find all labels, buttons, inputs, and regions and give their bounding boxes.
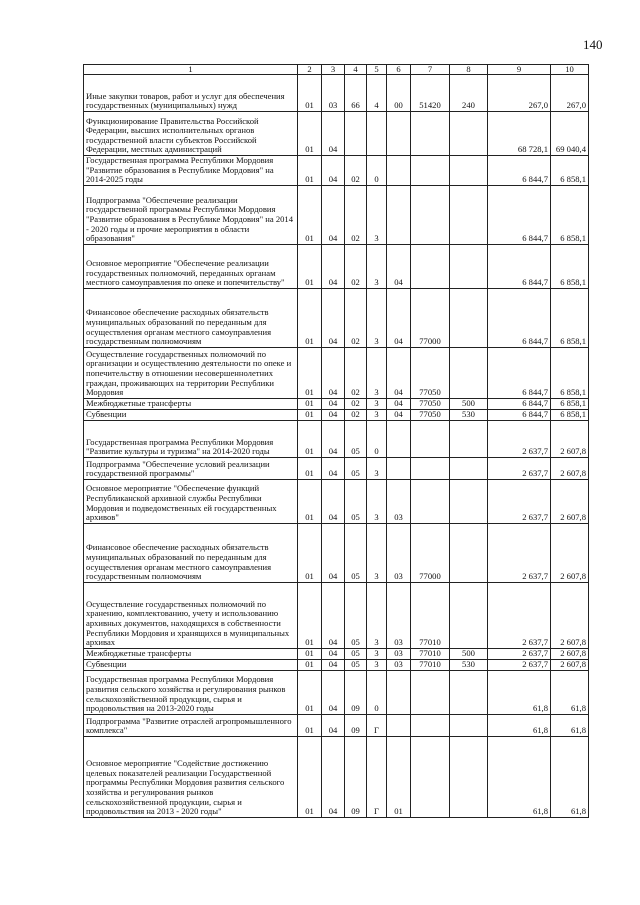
cell-col-5: 3 xyxy=(367,185,387,244)
cell-col-3: 04 xyxy=(322,648,345,659)
cell-col-7: 77050 xyxy=(411,398,450,409)
cell-col-3: 04 xyxy=(322,156,345,186)
table-row xyxy=(84,409,589,420)
cell-col-7 xyxy=(411,457,450,479)
cell-col-10: 69 040,4 xyxy=(551,112,589,156)
cell-col-4: 66 xyxy=(345,75,367,112)
cell-col-5: Г xyxy=(367,736,387,817)
cell-col-9: 2 637,7 xyxy=(488,582,551,648)
cell-col-4: 05 xyxy=(345,648,367,659)
cell-col-2: 01 xyxy=(298,670,322,714)
table-row xyxy=(84,523,589,582)
cell-col-7 xyxy=(411,244,450,288)
cell-col-10: 61,8 xyxy=(551,714,589,736)
cell-col-9: 267,0 xyxy=(488,75,551,112)
cell-col-4: 09 xyxy=(345,714,367,736)
row-name: Финансовое обеспечение расходных обязательств муниципальных образований по переданным для осуществления органам местного самоуправления государственным полномочиям xyxy=(84,288,298,347)
cell-col-7: 77010 xyxy=(411,582,450,648)
cell-col-2: 01 xyxy=(298,714,322,736)
cell-col-9: 6 844,7 xyxy=(488,398,551,409)
table-row xyxy=(84,714,589,736)
cell-col-6 xyxy=(387,185,411,244)
cell-col-6: 04 xyxy=(387,398,411,409)
cell-col-2: 01 xyxy=(298,185,322,244)
cell-col-5: 3 xyxy=(367,244,387,288)
table-row xyxy=(84,398,589,409)
cell-col-7 xyxy=(411,156,450,186)
cell-col-5: 3 xyxy=(367,479,387,523)
cell-col-5: 3 xyxy=(367,457,387,479)
cell-col-9: 2 637,7 xyxy=(488,659,551,670)
cell-col-2: 01 xyxy=(298,288,322,347)
cell-col-4: 05 xyxy=(345,659,367,670)
cell-col-9: 6 844,7 xyxy=(488,288,551,347)
row-name: Функционирование Правительства Российской Федерации, высших исполнительных органов государственной власти субъектов Российской Федерации, местных администраций xyxy=(84,112,298,156)
row-name: Осуществление государственных полномочий по организации и осуществлению деятельности по опеке и попечительству в отношении несовершеннолетних граждан, проживающих на территории Республики Мордовия xyxy=(84,347,298,398)
cell-col-9: 2 637,7 xyxy=(488,457,551,479)
cell-col-8: 530 xyxy=(450,659,488,670)
cell-col-3: 04 xyxy=(322,457,345,479)
cell-col-10: 2 607,8 xyxy=(551,457,589,479)
cell-col-6: 03 xyxy=(387,648,411,659)
table-row xyxy=(84,347,589,398)
cell-col-7 xyxy=(411,479,450,523)
cell-col-7: 77000 xyxy=(411,523,450,582)
row-name: Государственная программа Республики Мордовия "Развитие образования в Республике Мордовия" на 2014-2025 годы xyxy=(84,156,298,186)
cell-col-3: 04 xyxy=(322,670,345,714)
cell-col-7 xyxy=(411,670,450,714)
column-header-9: 9 xyxy=(488,65,551,75)
row-name: Субвенции xyxy=(84,409,298,420)
cell-col-10: 61,8 xyxy=(551,736,589,817)
cell-col-6: 04 xyxy=(387,288,411,347)
cell-col-8 xyxy=(450,347,488,398)
table-row xyxy=(84,659,589,670)
cell-col-7: 77050 xyxy=(411,347,450,398)
cell-col-9: 6 844,7 xyxy=(488,185,551,244)
header-row xyxy=(84,65,589,75)
cell-col-5: 0 xyxy=(367,420,387,457)
table-row xyxy=(84,670,589,714)
cell-col-4: 09 xyxy=(345,670,367,714)
cell-col-10: 2 607,8 xyxy=(551,523,589,582)
cell-col-2: 01 xyxy=(298,582,322,648)
cell-col-4: 02 xyxy=(345,244,367,288)
cell-col-10: 2 607,8 xyxy=(551,648,589,659)
cell-col-7 xyxy=(411,736,450,817)
cell-col-2: 01 xyxy=(298,112,322,156)
cell-col-6: 04 xyxy=(387,244,411,288)
cell-col-4: 02 xyxy=(345,185,367,244)
cell-col-10: 6 858,1 xyxy=(551,156,589,186)
cell-col-10: 6 858,1 xyxy=(551,288,589,347)
cell-col-9: 2 637,7 xyxy=(488,420,551,457)
cell-col-6: 04 xyxy=(387,409,411,420)
cell-col-9: 2 637,7 xyxy=(488,523,551,582)
table-body xyxy=(84,75,589,818)
cell-col-4: 02 xyxy=(345,398,367,409)
table-header xyxy=(84,65,589,75)
cell-col-8 xyxy=(450,420,488,457)
table-row xyxy=(84,244,589,288)
cell-col-3: 04 xyxy=(322,420,345,457)
cell-col-3: 04 xyxy=(322,112,345,156)
table-row xyxy=(84,288,589,347)
cell-col-4: 05 xyxy=(345,457,367,479)
cell-col-10: 6 858,1 xyxy=(551,347,589,398)
table-row xyxy=(84,112,589,156)
cell-col-5: 3 xyxy=(367,582,387,648)
cell-col-4: 05 xyxy=(345,479,367,523)
cell-col-3: 04 xyxy=(322,288,345,347)
column-header-5: 5 xyxy=(367,65,387,75)
table-row xyxy=(84,156,589,186)
cell-col-5 xyxy=(367,112,387,156)
cell-col-3: 04 xyxy=(322,736,345,817)
cell-col-6 xyxy=(387,670,411,714)
cell-col-9: 61,8 xyxy=(488,714,551,736)
cell-col-6 xyxy=(387,420,411,457)
cell-col-4: 02 xyxy=(345,347,367,398)
cell-col-5: 0 xyxy=(367,156,387,186)
cell-col-3: 04 xyxy=(322,398,345,409)
cell-col-4: 02 xyxy=(345,409,367,420)
cell-col-2: 01 xyxy=(298,523,322,582)
cell-col-5: 4 xyxy=(367,75,387,112)
row-name: Государственная программа Республики Мордовия развития сельского хозяйства и регулирования рынков сельскохозяйственной продукции, сырья и продовольствия на 2013-2020 годы xyxy=(84,670,298,714)
cell-col-8 xyxy=(450,714,488,736)
cell-col-3: 04 xyxy=(322,523,345,582)
cell-col-3: 04 xyxy=(322,479,345,523)
column-header-7: 7 xyxy=(411,65,450,75)
cell-col-2: 01 xyxy=(298,648,322,659)
cell-col-2: 01 xyxy=(298,398,322,409)
column-header-3: 3 xyxy=(322,65,345,75)
column-header-10: 10 xyxy=(551,65,589,75)
cell-col-5: 3 xyxy=(367,648,387,659)
cell-col-4: 05 xyxy=(345,420,367,457)
cell-col-9: 61,8 xyxy=(488,670,551,714)
cell-col-8 xyxy=(450,185,488,244)
row-name: Государственная программа Республики Мордовия "Развитие культуры и туризма" на 2014-2020 годы xyxy=(84,420,298,457)
cell-col-7 xyxy=(411,714,450,736)
row-name: Финансовое обеспечение расходных обязательств муниципальных образований по переданным для осуществления органам местного самоуправления государственным полномочиям xyxy=(84,523,298,582)
cell-col-4 xyxy=(345,112,367,156)
row-name: Подпрограмма "Обеспечение реализации государственной программы Республики Мордовия "Развитие образования в Республике Мордовия" на 2014 - 2020 годы и прочие мероприятия в области образования" xyxy=(84,185,298,244)
table-row xyxy=(84,648,589,659)
cell-col-2: 01 xyxy=(298,244,322,288)
cell-col-10: 6 858,1 xyxy=(551,244,589,288)
cell-col-9: 68 728,1 xyxy=(488,112,551,156)
cell-col-10: 267,0 xyxy=(551,75,589,112)
cell-col-2: 01 xyxy=(298,479,322,523)
cell-col-9: 6 844,7 xyxy=(488,156,551,186)
cell-col-3: 03 xyxy=(322,75,345,112)
cell-col-5: 3 xyxy=(367,288,387,347)
cell-col-8: 500 xyxy=(450,648,488,659)
table-row xyxy=(84,457,589,479)
cell-col-9: 6 844,7 xyxy=(488,347,551,398)
cell-col-3: 04 xyxy=(322,409,345,420)
cell-col-3: 04 xyxy=(322,714,345,736)
cell-col-10: 6 858,1 xyxy=(551,409,589,420)
cell-col-7: 77010 xyxy=(411,648,450,659)
cell-col-10: 2 607,8 xyxy=(551,420,589,457)
cell-col-8 xyxy=(450,156,488,186)
column-header-4: 4 xyxy=(345,65,367,75)
row-name: Иные закупки товаров, работ и услуг для обеспечения государственных (муниципальных) нужд xyxy=(84,75,298,112)
cell-col-2: 01 xyxy=(298,457,322,479)
cell-col-2: 01 xyxy=(298,75,322,112)
cell-col-6: 01 xyxy=(387,736,411,817)
cell-col-7 xyxy=(411,420,450,457)
row-name: Осуществление государственных полномочий по хранению, комплектованию, учету и использованию архивных документов, находящихся в собственности Республики Мордовия и хранящихся в муниципальных архивах xyxy=(84,582,298,648)
cell-col-2: 01 xyxy=(298,409,322,420)
cell-col-5: 3 xyxy=(367,409,387,420)
cell-col-4: 05 xyxy=(345,582,367,648)
cell-col-9: 2 637,7 xyxy=(488,479,551,523)
cell-col-5: 0 xyxy=(367,670,387,714)
cell-col-6 xyxy=(387,457,411,479)
page-number: 140 xyxy=(583,37,603,52)
cell-col-5: 3 xyxy=(367,659,387,670)
cell-col-10: 2 607,8 xyxy=(551,582,589,648)
cell-col-8 xyxy=(450,457,488,479)
row-name: Субвенции xyxy=(84,659,298,670)
table-row xyxy=(84,736,589,817)
cell-col-9: 6 844,7 xyxy=(488,409,551,420)
cell-col-8: 500 xyxy=(450,398,488,409)
cell-col-10: 2 607,8 xyxy=(551,659,589,670)
cell-col-8: 530 xyxy=(450,409,488,420)
cell-col-5: 3 xyxy=(367,347,387,398)
cell-col-2: 01 xyxy=(298,420,322,457)
cell-col-6: 03 xyxy=(387,479,411,523)
cell-col-8 xyxy=(450,112,488,156)
cell-col-6 xyxy=(387,714,411,736)
cell-col-8 xyxy=(450,479,488,523)
cell-col-8 xyxy=(450,736,488,817)
cell-col-9: 61,8 xyxy=(488,736,551,817)
cell-col-3: 04 xyxy=(322,347,345,398)
cell-col-10: 2 607,8 xyxy=(551,479,589,523)
row-name: Основное мероприятие "Содействие достижению целевых показателей реализации Государственной программы Республики Мордовия развития сельского хозяйства и регулирования рынков сельскохозяйственной продукции, сырья и продовольствия на 2013 - 2020 годы" xyxy=(84,736,298,817)
row-name: Межбюджетные трансферты xyxy=(84,398,298,409)
cell-col-6 xyxy=(387,156,411,186)
cell-col-4: 09 xyxy=(345,736,367,817)
row-name: Межбюджетные трансферты xyxy=(84,648,298,659)
cell-col-6 xyxy=(387,112,411,156)
cell-col-10: 6 858,1 xyxy=(551,185,589,244)
column-header-1: 1 xyxy=(84,65,298,75)
cell-col-5: 3 xyxy=(367,398,387,409)
cell-col-7 xyxy=(411,185,450,244)
cell-col-7: 77000 xyxy=(411,288,450,347)
cell-col-5: 3 xyxy=(367,523,387,582)
table-row xyxy=(84,185,589,244)
cell-col-7 xyxy=(411,112,450,156)
cell-col-9: 2 637,7 xyxy=(488,648,551,659)
row-name: Подпрограмма "Обеспечение условий реализации государственной программы" xyxy=(84,457,298,479)
table-row xyxy=(84,582,589,648)
row-name: Подпрограмма "Развитие отраслей агропромышленного комплекса" xyxy=(84,714,298,736)
table-row xyxy=(84,75,589,112)
column-header-8: 8 xyxy=(450,65,488,75)
cell-col-4: 02 xyxy=(345,288,367,347)
column-header-6: 6 xyxy=(387,65,411,75)
table-row xyxy=(84,420,589,457)
cell-col-2: 01 xyxy=(298,156,322,186)
cell-col-7: 51420 xyxy=(411,75,450,112)
cell-col-9: 6 844,7 xyxy=(488,244,551,288)
budget-table xyxy=(83,64,589,818)
cell-col-6: 03 xyxy=(387,523,411,582)
cell-col-8 xyxy=(450,582,488,648)
cell-col-7: 77050 xyxy=(411,409,450,420)
cell-col-10: 6 858,1 xyxy=(551,398,589,409)
cell-col-8 xyxy=(450,670,488,714)
column-header-2: 2 xyxy=(298,65,322,75)
cell-col-3: 04 xyxy=(322,582,345,648)
cell-col-6: 04 xyxy=(387,347,411,398)
cell-col-3: 04 xyxy=(322,185,345,244)
cell-col-4: 05 xyxy=(345,523,367,582)
cell-col-4: 02 xyxy=(345,156,367,186)
cell-col-2: 01 xyxy=(298,736,322,817)
cell-col-10: 61,8 xyxy=(551,670,589,714)
cell-col-3: 04 xyxy=(322,244,345,288)
cell-col-8 xyxy=(450,523,488,582)
cell-col-8: 240 xyxy=(450,75,488,112)
cell-col-7: 77010 xyxy=(411,659,450,670)
table-row xyxy=(84,479,589,523)
cell-col-2: 01 xyxy=(298,347,322,398)
cell-col-3: 04 xyxy=(322,659,345,670)
cell-col-5: Г xyxy=(367,714,387,736)
cell-col-6: 00 xyxy=(387,75,411,112)
cell-col-8 xyxy=(450,288,488,347)
row-name: Основное мероприятие "Обеспечение реализации государственных полномочий, переданных органам местного самоуправления по опеке и попечительству" xyxy=(84,244,298,288)
row-name: Основное мероприятие "Обеспечение функций Республиканской архивной службы Республики Мордовия и подведомственных ей государственных архивов" xyxy=(84,479,298,523)
cell-col-6: 03 xyxy=(387,659,411,670)
cell-col-8 xyxy=(450,244,488,288)
cell-col-2: 01 xyxy=(298,659,322,670)
cell-col-6: 03 xyxy=(387,582,411,648)
